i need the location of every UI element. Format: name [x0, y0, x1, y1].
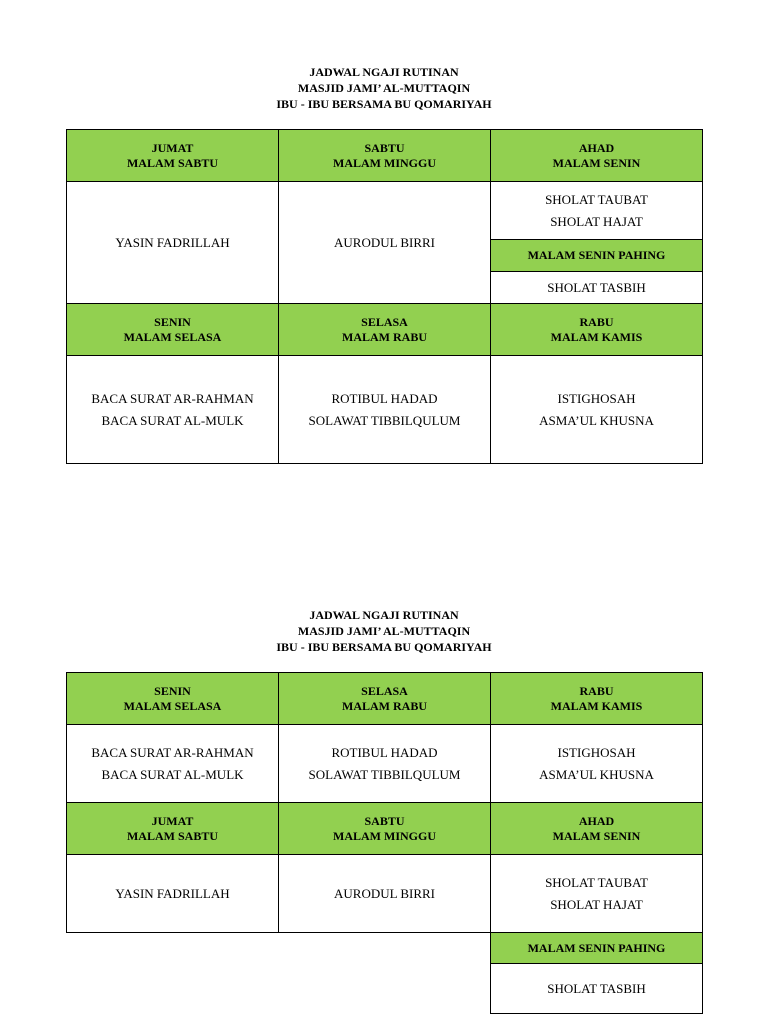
night-label: MALAM SABTU — [126, 828, 218, 843]
activity-text: SHOLAT HAJAT — [550, 896, 643, 912]
day-label: AHAD — [578, 813, 615, 828]
night-label: MALAM RABU — [342, 329, 427, 344]
day-label: SABTU — [364, 140, 405, 155]
activity-text: SHOLAT TAUBAT — [545, 191, 648, 207]
day-header-jumat — [66, 802, 279, 855]
night-label: MALAM SABTU — [126, 155, 218, 170]
night-label: MALAM SENIN — [552, 155, 641, 170]
night-label: MALAM KAMIS — [550, 698, 643, 713]
pahing-activity-cell — [490, 271, 703, 304]
activity-cell-senin — [66, 355, 279, 464]
activity-text: YASIN FADRILLAH — [115, 885, 230, 901]
night-label: MALAM SELASA — [123, 329, 222, 344]
night-label: MALAM RABU — [342, 698, 427, 713]
schedule-title-1 — [0, 64, 768, 112]
activity-cell-jumat — [66, 181, 279, 304]
activity-text: BACA SURAT AL-MULK — [101, 412, 244, 428]
activity-text: SHOLAT TASBIH — [547, 980, 646, 996]
title-line-2: MASJID JAMI’ AL-MUTTAQIN — [297, 624, 471, 638]
activity-text: SOLAWAT TIBBILQULUM — [308, 412, 461, 428]
activity-text: SHOLAT TASBIH — [547, 279, 646, 295]
title-line-2: MASJID JAMI’ AL-MUTTAQIN — [297, 81, 471, 95]
activity-cell-ahad — [490, 854, 703, 933]
night-label: MALAM SENIN — [552, 828, 641, 843]
activity-cell-rabu — [490, 724, 703, 803]
pahing-header — [490, 932, 703, 964]
day-header-selasa — [278, 672, 491, 725]
activity-text: SHOLAT HAJAT — [550, 213, 643, 229]
night-label: MALAM MINGGU — [333, 155, 436, 170]
activity-text: BACA SURAT AL-MULK — [101, 766, 244, 782]
day-header-ahad — [490, 802, 703, 855]
schedule-title-2 — [0, 607, 768, 655]
activity-cell-sabtu — [278, 181, 491, 304]
night-label: MALAM SELASA — [123, 698, 222, 713]
pahing-label: MALAM SENIN PAHING — [527, 940, 666, 955]
day-label: SELASA — [361, 683, 408, 698]
title-line-3: IBU - IBU BERSAMA BU QOMARIYAH — [276, 640, 492, 654]
day-header-jumat — [66, 129, 279, 182]
activity-text: YASIN FADRILLAH — [115, 234, 230, 250]
activity-text: AURODUL BIRRI — [334, 234, 435, 250]
title-line-1: JADWAL NGAJI RUTINAN — [309, 608, 459, 622]
day-header-sabtu — [278, 802, 491, 855]
day-header-sabtu — [278, 129, 491, 182]
night-label: MALAM MINGGU — [333, 828, 436, 843]
day-header-rabu — [490, 672, 703, 725]
pahing-activity-cell — [490, 963, 703, 1014]
day-label: JUMAT — [151, 140, 194, 155]
activity-text: ROTIBUL HADAD — [331, 390, 438, 406]
activity-cell-rabu — [490, 355, 703, 464]
activity-cell-selasa — [278, 355, 491, 464]
activity-text: BACA SURAT AR-RAHMAN — [91, 390, 254, 406]
activity-text: ASMA’UL KHUSNA — [539, 412, 654, 428]
activity-cell-ahad — [490, 181, 703, 240]
pahing-header — [490, 239, 703, 272]
activity-text: AURODUL BIRRI — [334, 885, 435, 901]
activity-text: SOLAWAT TIBBILQULUM — [308, 766, 461, 782]
day-label: SELASA — [361, 314, 408, 329]
activity-text: ISTIGHOSAH — [557, 744, 636, 760]
title-line-1: JADWAL NGAJI RUTINAN — [309, 65, 459, 79]
day-header-selasa — [278, 303, 491, 356]
day-label: AHAD — [578, 140, 615, 155]
day-header-senin — [66, 303, 279, 356]
activity-text: BACA SURAT AR-RAHMAN — [91, 744, 254, 760]
day-header-ahad — [490, 129, 703, 182]
activity-text: ISTIGHOSAH — [557, 390, 636, 406]
day-label: RABU — [579, 314, 614, 329]
title-line-3: IBU - IBU BERSAMA BU QOMARIYAH — [276, 97, 492, 111]
activity-text: ROTIBUL HADAD — [331, 744, 438, 760]
activity-text: SHOLAT TAUBAT — [545, 874, 648, 890]
pahing-label: MALAM SENIN PAHING — [527, 248, 666, 262]
day-label: SENIN — [154, 314, 191, 329]
activity-cell-jumat — [66, 854, 279, 933]
activity-cell-sabtu — [278, 854, 491, 933]
day-label: RABU — [579, 683, 614, 698]
activity-cell-selasa — [278, 724, 491, 803]
activity-cell-senin — [66, 724, 279, 803]
night-label: MALAM KAMIS — [550, 329, 643, 344]
day-label: SENIN — [154, 683, 191, 698]
day-label: JUMAT — [151, 813, 194, 828]
day-label: SABTU — [364, 813, 405, 828]
day-header-senin — [66, 672, 279, 725]
day-header-rabu — [490, 303, 703, 356]
activity-text: ASMA’UL KHUSNA — [539, 766, 654, 782]
